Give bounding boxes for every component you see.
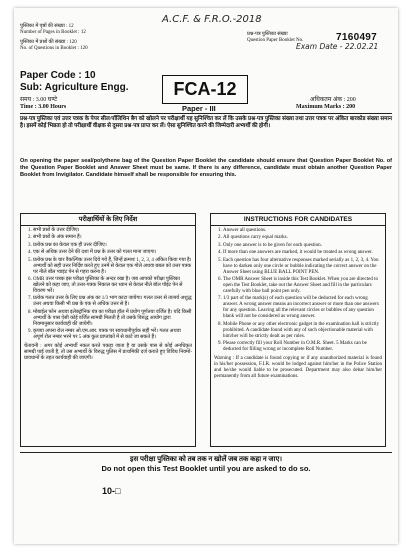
instruction-hindi-item: 7. प्रत्येक गलत उत्तर के लिए प्रश्न अंक का 1/3 भाग काटा जायेगा। गलत उत्तर से तात्पर्य अशुद्ध उत्तर अथवा किसी भी प्रश्न के एक से अधिक उत्तर से है। [33,296,192,308]
instruction-english-item: 9. Please correctly fill your Roll Number in O.M.R. Sheet. 5 Marks can be deducted for filling wrong or incomplete Roll Number. [223,341,382,353]
page-code [102,486,120,496]
instruction-hindi-item: 8. मोबाईल फोन अथवा इलेक्ट्रॉनिक यंत्र का परीक्षा हॉल में प्रयोग पूर्णतया वर्जित है। यदि किसी अभ्यर्थी के पास ऐसी कोई वर्जित सामग्री मिलती है तो उसके विरुद्ध आयोग द्वारा नियमानुसार कार्यवाही की जायेगी। [33,310,192,328]
questions-hindi: पुस्तिका में प्रश्नों की संख्या : 120 [20,40,77,45]
instruction-hindi-item: 9. कृपया अपना रोल नम्बर ओ.एम.आर. पत्रक पर सावधानीपूर्वक सही भरें। गलत अथवा अपूर्ण रोल नम्बर भरने पर 5 अंक कुल प्राप्तांकों में से काटे जा सकते हैं। [33,329,192,341]
instruction-english-item: 5. Each question has four alternative responses marked serially as 1, 2, 3, 4. You have to darken only one circle or bubble indicating the correct answer on the Answer Sheet using BLUE BALL POINT PEN. [223,258,382,276]
instructions-english [210,213,386,447]
booklet-number-block [247,32,303,44]
marks-hindi: अधिकतम अंक : 200 [310,97,356,103]
warning-hindi: चेतावनी : अगर कोई अभ्यर्थी नकल करते पकड़ा जाता है या उसके पास से कोई अनधिकृत सामग्री पाई जाती है, तो उस अभ्यर्थी के विरुद्ध पुलिस में प्राथमिकी दर्ज कराते हुए विविध नियमों-प्रावधानों के तहत कार्यवाही की जाएगी। [24,343,192,361]
booklet-no-english: Question Paper Booklet No. [247,38,304,43]
instruction-hindi-item: 3. प्रत्येक प्रश्न का केवल एक ही उत्तर दीजिए। [33,243,192,249]
instruction-english-item: 8. Mobile Phone or any other electronic gadget in the examination hall is strictly prohibited. A candidate found with any of such objectionable material with him/her will be strictly dealt as per rules. [223,322,382,340]
header-divider [20,113,392,114]
handwritten-exam-title: A.C.F. & F.R.O.-2018 [162,14,262,25]
booklet-number: 7160497 [336,32,378,43]
instruction-english-item: 6. The OMR Answer Sheet is inside this Test Booklet. When you are directed to open the Test Booklet, take out the Answer Sheet and fill in the particulars carefully with blue ball point pen only. [223,277,382,295]
instruction-hindi-item: 1. सभी प्रश्नों के उत्तर दीजिए। [33,228,192,234]
pages-english: Number of Pages in Booklet : 12 [20,30,86,35]
time-hindi: समय : 3.00 घण्टे [20,97,58,103]
question-paper-page [14,8,398,544]
page-code-text: 10- [102,486,116,496]
pages-hindi: पुस्तिका में पृष्ठों की संख्या : 12 [20,24,74,29]
instructions-english-heading: INSTRUCTIONS FOR CANDIDATES [211,214,385,226]
handwritten-exam-date: Exam Date - 22.02.21 [296,42,379,51]
page-code-box-icon: □ [115,486,121,496]
notice-hindi: प्रश्न-पत्र पुस्तिका एवं उत्तर पत्रक के पेपर सील/पॉलिथिन बैग को खोलने पर परीक्षार्थी यह सुनिश्चित कर लें कि उसके प्रश्न-पत्र पुस्तिका संख्या तथा उत्तर पत्रक पर अंकित बारकोड संख्या समान है। इसमें कोई भिन्नता हो तो परीक्षार्थी वीक्षक से दूसरा प्रश्न-पत्र प्राप्त कर लें। ऐसा सुनिश्चित करने की जिम्मेदारी अभ्यर्थी की होगी। [20,116,392,129]
booklet-no-hindi: प्रश्न-पत्र पुस्तिका संख्या [247,32,288,37]
paper-code: Paper Code : 10 [20,70,96,81]
instruction-hindi-item: 4. एक से अधिक उत्तर देने की दशा में प्रश्न के उत्तर को गलत माना जाएगा। [33,250,192,256]
instruction-english-item: 3. Only one answer is to be given for each question. [223,243,382,249]
instruction-hindi-item: 6. OMR उत्तर पत्रक इस परीक्षा पुस्तिका के अन्दर रखा है। जब आपको परीक्षा पुस्तिका खोलने को कहा जाए, तो उत्तर-पत्रक निकाल कर ध्यान से केवल नीले बॉल पॉइंट पेन से विवरण भरें। [33,277,192,295]
instruction-english-item: 4. If more than one answers are marked, it would be treated as wrong answer. [223,250,382,256]
instruction-english-item: 2. All questions carry equal marks. [223,235,382,241]
paper-code-logo: FCA-12 [162,75,248,104]
time-english: Time : 3.00 Hours [20,104,67,110]
footer-divider [20,452,392,453]
instruction-english-item: 1. Answer all questions. [223,228,382,234]
footer-english: Do not open this Test Booklet until you are asked to do so. [101,464,311,473]
notice-english: On opening the paper seal/polythene bag of the Question Paper Booklet the candidate should ensure that Question Paper Booklet No. of the Question Paper Booklet and Answer Sheet must be same. If there is any difference, candidate must obtain another Question Paper Booklet from Invigilator. Candidate himself shall be responsible for ensuring this. [20,158,392,178]
subject: Sub: Agriculture Engg. [20,82,129,93]
warning-english: Warning : If a candidate is found copying or if any unauthorized material is found in his/her possession, F.I.R. would be lodged against him/her in the Police Station and he/she would liable to be prosecuted. Department may also debar him/her permanently from all future examinations. [214,355,382,379]
instructions-hindi [20,213,196,447]
instruction-english-item: 7. 1/3 part of the mark(s) of each question will be deducted for each wrong answer. A wrong answer means an incorrect answer or more than one answers for any question. Leaving all the relevant circles or bubbles of any question blank will not be considered as wrong answer. [223,296,382,320]
instructions-hindi-heading: परीक्षार्थियों के लिए निर्देश [21,214,195,226]
booklet-info [20,24,170,52]
instruction-hindi-item: 5. प्रत्येक प्रश्न के चार वैकल्पिक उत्तर दिये गये हैं, जिन्हें क्रमशः 1, 2, 3, 4 अंकित किया गया है। अभ्यर्थी को सही उत्तर निर्दिष्ट करते हुए उनमें से केवल एक गोले अथवा बबल को उत्तर पत्रक पर नीले बॉल प्वाइंट पेन से गहरा करना है। [33,258,192,276]
questions-english: No. of Questions in Booklet : 120 [20,46,88,51]
footer-hindi: इस परीक्षा पुस्तिका को तब तक न खोलें जब तक कहा न जाए। [130,455,282,463]
marks-english: Maximum Marks : 200 [296,104,356,110]
instruction-hindi-item: 2. सभी प्रश्नों के अंक समान हैं। [33,235,192,241]
paper-number: Paper - III [182,104,216,113]
